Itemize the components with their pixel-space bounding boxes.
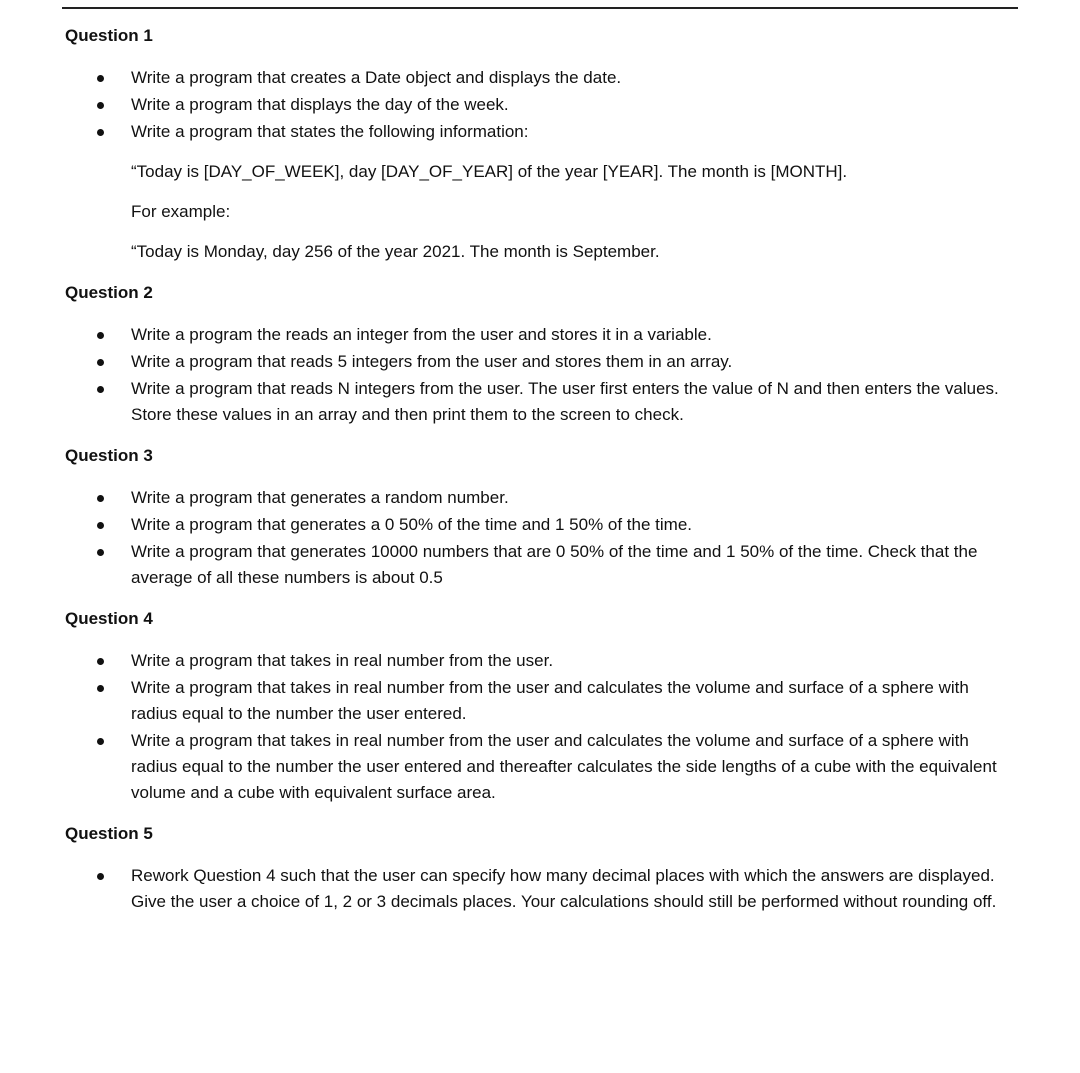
bullet-icon	[97, 75, 104, 82]
question-3-title: Question 3	[65, 446, 153, 465]
example-sentence: “Today is Monday, day 256 of the year 2021. The month is September.	[131, 242, 660, 261]
bullet-icon	[97, 873, 104, 880]
question-1-title: Question 1	[65, 26, 153, 45]
list-item: Rework Question 4 such that the user can specify how many decimal places with which the answers are displayed. Give the user a choice of 1, 2 or 3 decimals places. Your calculations should still be performed without rounding off.	[65, 863, 1015, 915]
bullet-icon	[97, 685, 104, 692]
question-4-section	[65, 607, 1015, 806]
bullet-icon	[97, 359, 104, 366]
list-item: Write a program that takes in real number from the user and calculates the volume and surface of a sphere with radius equal to the number the user entered and thereafter calculates the side lengths of a cube with the equivalent volume and a cube with equivalent surface area.	[65, 728, 1015, 806]
bullet-icon	[97, 129, 104, 136]
bullet-icon	[97, 658, 104, 665]
document-body	[65, 24, 1015, 915]
question-1-list	[65, 65, 1015, 145]
example-label: For example:	[131, 202, 231, 221]
list-item: Write a program that reads 5 integers from the user and stores them in an array.	[65, 349, 1015, 375]
list-item: Write a program that takes in real number from the user and calculates the volume and surface of a sphere with radius equal to the number the user entered.	[65, 675, 1015, 727]
template-sentence: “Today is [DAY_OF_WEEK], day [DAY_OF_YEAR] of the year [YEAR]. The month is [MONTH].	[131, 162, 848, 181]
bullet-icon	[97, 102, 104, 109]
bullet-icon	[97, 522, 104, 529]
question-1-section	[65, 24, 1015, 265]
bullet-icon	[97, 738, 104, 745]
bullet-icon	[97, 549, 104, 556]
question-4-list	[65, 648, 1015, 806]
list-item: Write a program that displays the day of the week.	[65, 92, 1015, 118]
bullet-icon	[97, 495, 104, 502]
list-item: Write a program that reads N integers from the user. The user first enters the value of N and then enters the values. Store these values in an array and then print them to the screen to check.	[65, 376, 1015, 428]
top-rule	[62, 7, 1018, 9]
question-5-list	[65, 863, 1015, 915]
question-3-list	[65, 485, 1015, 591]
list-item: Write a program that takes in real number from the user.	[65, 648, 1015, 674]
list-item: Write a program that states the following information:	[65, 119, 1015, 145]
list-item: Write a program that generates a random number.	[65, 485, 1015, 511]
question-2-title: Question 2	[65, 283, 153, 302]
question-5-section	[65, 822, 1015, 915]
list-item: Write a program that generates 10000 numbers that are 0 50% of the time and 1 50% of the time. Check that the average of all these numbers is about 0.5	[65, 539, 1015, 591]
list-item: Write a program that generates a 0 50% of the time and 1 50% of the time.	[65, 512, 1015, 538]
question-2-list	[65, 322, 1015, 428]
list-item: Write a program that creates a Date object and displays the date.	[65, 65, 1015, 91]
question-4-title: Question 4	[65, 609, 153, 628]
bullet-icon	[97, 332, 104, 339]
list-item: Write a program the reads an integer from the user and stores it in a variable.	[65, 322, 1015, 348]
question-3-section	[65, 444, 1015, 591]
question-2-section	[65, 281, 1015, 428]
question-5-title: Question 5	[65, 824, 153, 843]
bullet-icon	[97, 386, 104, 393]
